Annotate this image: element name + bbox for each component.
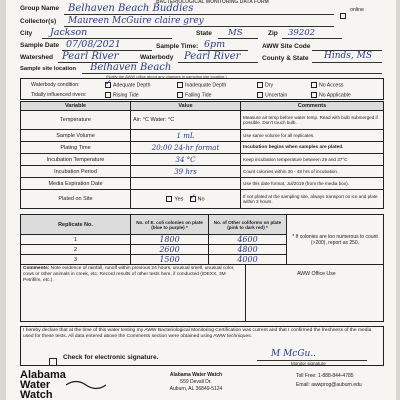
online-label: online: [350, 7, 364, 13]
header-replicate-no: Replicate No.: [21, 215, 131, 235]
comment-media-expiration: Use this date format, Jul/2019 (from the media box).: [241, 178, 384, 190]
table-row: [21, 130, 384, 142]
watershed-label: Watershed: [20, 54, 53, 61]
city-value[interactable]: Jackson: [50, 27, 88, 38]
collectors-label: Collector(s): [20, 18, 57, 25]
variable-media-expiration: Media Expiration Date: [21, 178, 131, 190]
footer: [6, 368, 396, 400]
table-row: [21, 166, 384, 178]
aww-site-code-label: AWW Site Code: [262, 43, 311, 50]
header-other-coliforms: No. of Other coliforms on plate (pink to dark red) *: [209, 215, 287, 235]
data-form-sheet: [6, 0, 396, 400]
state-label: State: [196, 30, 212, 37]
electronic-signature-label: Check for electronic signature.: [63, 354, 159, 361]
tidal-rising[interactable]: Rising Tide: [105, 92, 139, 98]
comment-incubation-temperature: Keep incubation temperature between 29 and 37°C: [241, 154, 384, 166]
table-row: [21, 178, 384, 190]
waterbody-value[interactable]: Pearl River: [184, 51, 241, 62]
group-name-row: [6, 3, 396, 15]
table-row: [21, 142, 384, 154]
aww-logo: Alabama Water Watch: [20, 369, 66, 400]
value-sample-volume[interactable]: 1 mL: [131, 130, 241, 142]
site-location-label: Sample site location: [20, 66, 77, 72]
ecoli-count[interactable]: 2600: [131, 245, 209, 255]
replicate-number: 1: [21, 235, 131, 245]
value-media-expiration[interactable]: [131, 178, 241, 190]
value-plated-on-site[interactable]: [131, 190, 241, 209]
condition-inadequate-depth[interactable]: Inadequate Depth: [177, 82, 226, 88]
other-count[interactable]: 4600: [209, 235, 287, 245]
aww-office-use-label: AWW Office Use: [297, 271, 336, 277]
sample-time-label: Sample Time:: [156, 43, 199, 50]
variables-table: [20, 101, 384, 209]
header-variable: Variable: [21, 102, 131, 111]
comment-incubation-period: Count colonies within 30 - 48 hrs of incubation.: [241, 166, 384, 178]
comments-box[interactable]: [20, 264, 384, 322]
value-incubation-period[interactable]: 39 hrs: [131, 166, 241, 178]
email-link[interactable]: Email: awwprog@auburn.edu: [296, 382, 362, 388]
tidal-falling[interactable]: Falling Tide: [177, 92, 212, 98]
comment-temperature: Measure air temp before water temp. Read with bulb submerged if possible. Don't touch bulb.: [241, 111, 384, 130]
table-row: [21, 190, 384, 209]
declaration-box: [20, 326, 384, 366]
tidal-label: Tidally influenced rivers:: [31, 92, 87, 98]
city-row: [6, 27, 396, 39]
condition-dry[interactable]: Dry: [257, 82, 273, 88]
site-location-value[interactable]: Belhaven Beach: [90, 62, 172, 73]
watershed-row: [6, 51, 396, 63]
form-title: BACTERIOLOGICAL MONITORING DATA FORM: [156, 0, 269, 5]
collectors-row: [6, 15, 396, 27]
state-value[interactable]: MS: [228, 28, 243, 38]
collectors-value[interactable]: Maureen McGuire claire grey: [68, 16, 204, 26]
replicate-number: 2: [21, 245, 131, 255]
monitor-signature: M McGu..: [271, 349, 317, 359]
site-location-note: (Notify the AWW office about any changes in sampling site location.): [106, 74, 227, 79]
comments-instructions: Comments: Note evidence of rainfall, runoff within previous 24 hours, unusual smell, unusual color, cows or other animals in creek, etc. Record results of other tests here, if conducted (IDEXX, 3M Petrifilm, etc.).: [23, 266, 235, 283]
waterbody-label: Waterbody: [140, 54, 174, 61]
variable-incubation-period: Incubation Period: [21, 166, 131, 178]
variable-plated-on-site: Plated on Site: [21, 190, 131, 209]
replicates-note: * If colonies are too numerous to count (>200), report as 250.: [287, 215, 384, 265]
other-count[interactable]: 4800: [209, 245, 287, 255]
condition-adequate-depth[interactable]: ✓ Adequate Depth: [105, 82, 151, 88]
sample-date-label: Sample Date: [20, 42, 60, 49]
conditions-box: [20, 78, 384, 100]
plated-no-label: No: [197, 196, 205, 203]
header-value: Value: [131, 102, 241, 111]
other-count[interactable]: 4000: [209, 255, 287, 265]
waterbody-condition-label: Waterbody condition:: [31, 82, 80, 88]
variable-temperature: Temperature: [21, 111, 131, 130]
city-label: City: [20, 30, 33, 37]
value-temperature[interactable]: Air: °C Water: °C: [131, 111, 241, 130]
table-row: [21, 154, 384, 166]
sample-time-value[interactable]: 6pm: [204, 39, 226, 50]
value-incubation-temperature[interactable]: 34 °C: [131, 154, 241, 166]
site-location-row: [6, 63, 396, 77]
footer-contact: Toll Free: 1-888-844-4785 Email: awwprog@auburn.edu: [296, 373, 362, 388]
variable-sample-volume: Sample Volume: [21, 130, 131, 142]
variable-plating-time: Plating Time: [21, 142, 131, 154]
tidal-not-applicable[interactable]: No Applicable: [311, 92, 351, 98]
plated-yes-label: Yes: [174, 196, 184, 203]
group-name-value[interactable]: Belhaven Beach Buddies: [68, 3, 194, 14]
county-state-value[interactable]: Hinds, MS: [324, 51, 373, 61]
monitor-signature-label: Monitor signature: [291, 361, 326, 366]
ecoli-count[interactable]: 1500: [131, 255, 209, 265]
condition-no-access[interactable]: No Access: [311, 82, 344, 88]
wave-logo-icon: [66, 378, 106, 392]
sample-date-row: [6, 39, 396, 51]
replicate-number: 3: [21, 255, 131, 265]
comment-sample-volume: Use same volume for all replicates.: [241, 130, 384, 142]
zip-value[interactable]: 39202: [288, 28, 316, 38]
county-state-label: County & State: [262, 55, 309, 62]
table-row: [21, 111, 384, 130]
tidal-uncertain[interactable]: Uncertain: [257, 92, 287, 98]
value-plating-time[interactable]: 20:00 24-hr format: [131, 142, 241, 154]
replicates-table: [20, 214, 384, 265]
sample-date-value[interactable]: 07/08/2021: [66, 39, 121, 50]
declaration-text: I hereby declare that at the time of this water testing my AWW Bacteriological Monitoring Certification was current and that I confirmed the freshness of the media used for these tests. All data entered above the Comments section were obtained using AWW techniques.: [23, 328, 372, 339]
comment-plated-on-site: If not plated at the sampling site, always transport on ice and plate within 3 hours.: [241, 190, 384, 209]
watershed-value[interactable]: Pearl River: [62, 51, 119, 62]
group-name-label: Group Name: [20, 5, 60, 12]
variable-incubation-temperature: Incubation Temperature: [21, 154, 131, 166]
footer-address: Alabama Water Watch 559 Devall Dr. Auburn, AL 36849-5124: [169, 372, 223, 392]
header-ecoli: No. of E. coli colonies on plate (blue to purple) *: [131, 215, 209, 235]
comment-plating-time: Incubation begins when samples are plated.: [241, 142, 384, 154]
ecoli-count[interactable]: 1800: [131, 235, 209, 245]
zip-label: Zip: [268, 30, 278, 37]
header-comments: Comments: [241, 102, 384, 111]
